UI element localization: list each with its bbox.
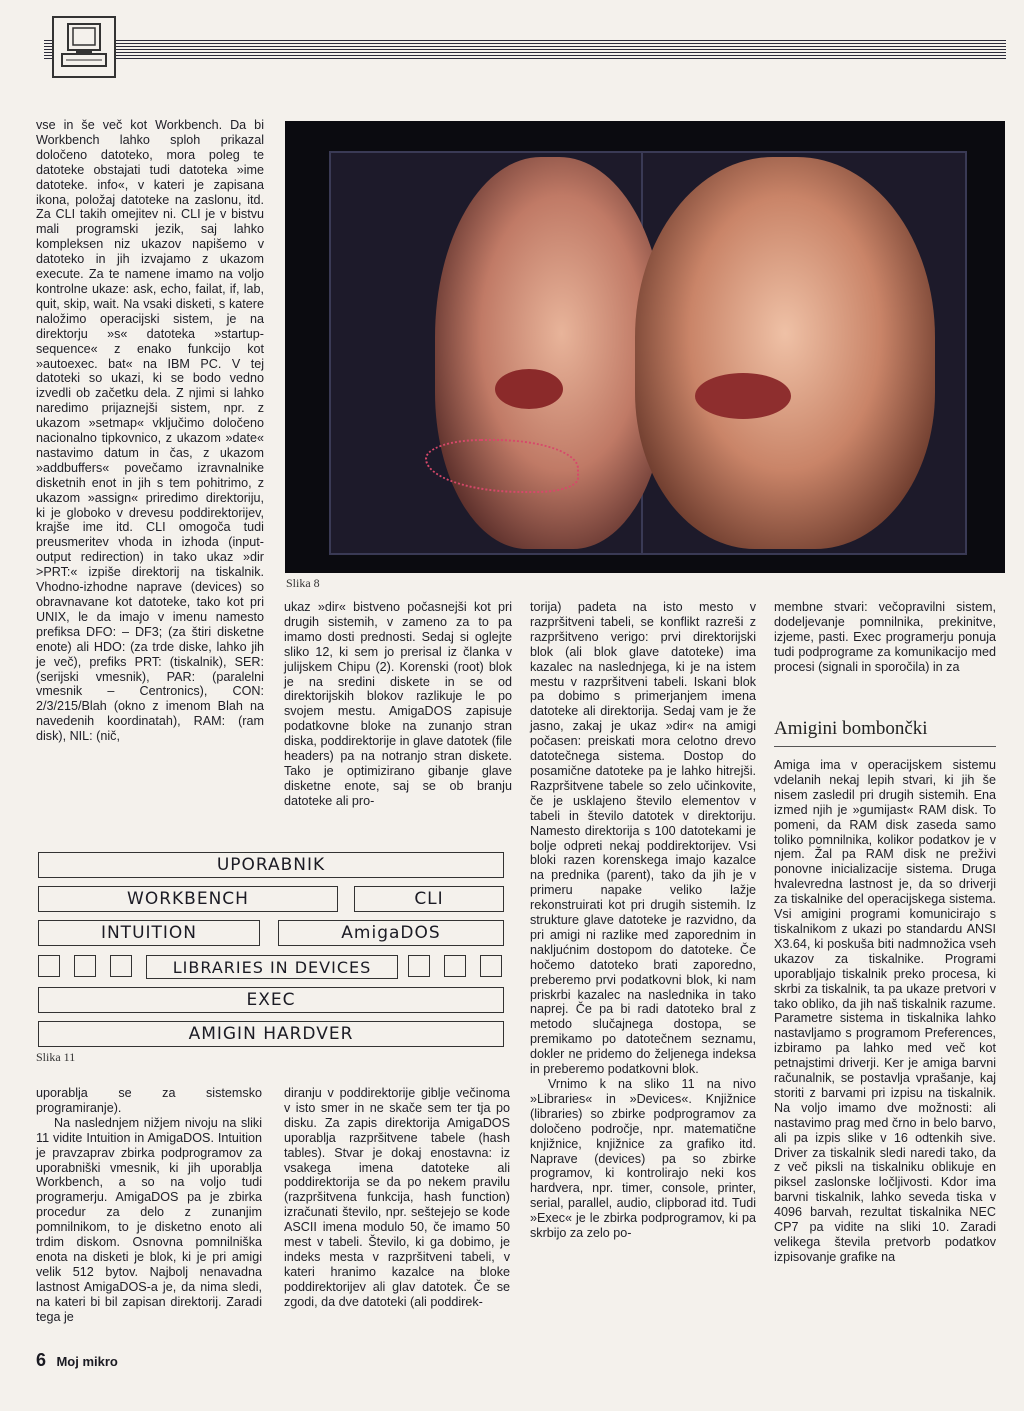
diagram-module-square — [444, 955, 466, 977]
diagram-box-amigados: AmigaDOS — [278, 920, 504, 946]
paragraph: membne stvari: večopravilni sistem, dodeljevanje pomnilnika, prekinitve, izjeme, pasti. Exec programerju ponuja tudi podprograme za komunikacijo med procesi (signali in sporočila) in za — [774, 600, 996, 674]
article-column-2-top — [284, 600, 512, 809]
page-footer — [36, 1350, 118, 1371]
diagram-module-square — [38, 955, 60, 977]
article-column-4-top — [774, 600, 996, 675]
section-heading: Amigini bombončki — [774, 718, 996, 747]
diagram-box-cli: CLI — [354, 886, 504, 912]
diagram-box-intuition: INTUITION — [38, 920, 260, 946]
diagram-module-square — [74, 955, 96, 977]
article-column-2-bottom — [284, 1086, 510, 1310]
paragraph: Amiga ima v operacijskem sistemu vdelanih nekaj lepih stvari, ki jih še nisem zasledil pri drugih sistemih. Ena izmed njih je »gumijast« RAM disk. To pomeni, da RAM disk zaseda samo toliko pomnilnika, kolikor podatkov je v njem. Žal pa RAM disk ne preživi ponovne inicializacije sistema. Druga hvalevredna lastnost je, da so driverji za tiskalnike del operacijskega sistema. Vsi amigini programi komunicirajo s tiskalnikom z ukazi po standardu ANSI X3.64, ki poskuša biti nadmnožica vseh ukazov za tiskalnike. Programi uporabljajo tiskalnik preko procesa, ki skrbi za tiskalnik, ta pa ukaze pretvori v tako obliko, da jih naš tiskalnik razume. Parametre sistema in tiskalnika lahko nastavljamo s programom Preferences, izbiramo pa lahko med več kot petnajstimi driverji. Ker je amiga barvni računalnik, se postavlja vprašanje, kaj storiti z barvami pri izpisu na tiskalnik. Na voljo imamo dve možnosti: ali nastavimo prag med črno in belo barvo, ali pa izpis slike v 16 odtenkih sive. Driver za tiskalnik sledi naredi tako, da z več piksli na tiskalniku oblikuje en piksel zaslonske ločljivosti. Kdor ima barvni tiskalnik, lahko seveda tiska v 4096 barvah, rezultat tiskalnika NEC CP7 pa vidite na sliki 10. Zaradi velikega števila pretvorb podatkov izpisovanje grafike na — [774, 758, 996, 1264]
caption-slika-8: Slika 8 — [286, 576, 320, 590]
article-column-4-bottom — [774, 758, 996, 1265]
article-column-1-bottom — [36, 1086, 262, 1325]
paragraph: vse in še več kot Workbench. Da bi Workbench lahko sploh prikazal določeno datoteko, mora poleg te datoteke obstajati tudi datoteka »ime datoteke. info«, v kateri je zapisana ikona, položaj datoteke na zaslonu, itd. Za CLI takih omejitev ni. CLI je v bistvu mali programski jezik, saj lahko kompleksen niz ukazov napišemo v datoteko in jih izvajamo z ukazom execute. Za te namene imamo na voljo kontrolne ukaze: ask, echo, failat, if, lab, quit, skip, wait. Na vsaki disketi, s katere naložimo operacijski sistem, je na direktorju »s« datoteka »startup-sequence« z enako funkcijo kot »autoexec. bat« na IBM PC. V tej datoteki so ukazi, ki se bodo vedno izvedli ob začetku dela. Z njimi si lahko naredimo prijaznejši sistem, npr. z ukazom »setmap« vključimo določeno nacionalno tipkovnico, z ukazom »date« nastavimo datum in čas, z ukazom »addbuffers« povečamo izravnalnike disketnih enot in jih s tem pohitrimo, z ukazom »assign« priredimo direktoriju, ki je globoko v drevesu poddirektorijev, krajše ime itd. CLI omogoča tudi preusmeritev vhoda in izhoda (input-output redirection) in tako ukaz »dir >PRT:« izpiše direktorij na tiskalnik. Vhodno-izhodne naprave (devices) so obravnavane kot datoteke, tako kot pri UNIX, le da imajo v imenu namesto prefiksa DFO: – DF3; (za štiri disketne enote) ali HDO: (za trde diske, lahko jih je več), prefiks PRT: (tiskalnik), SER: (serijski vmesnik), PAR: (paralelni vmesnik – Centronics), CON: 2/3/215/Blah (okno z imenom Blah na navedenih koordinatah), RAM: (ram disk), NIL: (nič, — [36, 118, 264, 744]
diagram-box-exec: EXEC — [38, 987, 504, 1013]
diagram-module-square — [110, 955, 132, 977]
diagram-module-square — [480, 955, 502, 977]
page-number: 6 — [36, 1350, 47, 1370]
paragraph: ukaz »dir« bistveno počasnejši kot pri drugih sistemih, v zameno za to pa imamo dosti prednosti. Sedaj si oglejte sliko 12, ki sem jo prerisal iz članka v julijskem Chipu (2). Korenski (root) blok je na sredini diskete in se od direktorijskih blokov razlikuje le po svojem mestu. AmigaDOS zapisuje podatkovne bloke na zunanjo stran diska, poddirektorije in glave datotek (file headers) pa na notranjo stran diskete. Tako je optimizirano gibanje glave disketne enote, saj se ob branju datoteke ali pro- — [284, 600, 512, 808]
magazine-name: Moj mikro — [56, 1354, 118, 1369]
diagram-box-uporabnik: UPORABNIK — [38, 852, 504, 878]
paragraph: Vrnimo k na sliko 11 na nivo »Libraries« in »Devices«. Knjižnice (libraries) so zbirke podprogramov za določeno področje, npr. matematične knjižnice, knjižnice za grafiko itd. Naprave (devices) pa so zbirke programov, ki kontrolirajo neki kos hardvera, npr. timer, console, printer, serial, parallel, audio, clipborad itd. Tudi »Exec« je le zbirka podprogramov, ki pa skrbijo za zelo po- — [530, 1077, 756, 1241]
diagram-box-workbench: WORKBENCH — [38, 886, 338, 912]
paragraph: Na naslednjem nižjem nivoju na sliki 11 vidite Intuition in AmigaDOS. Intuition je pravzaprav zbirka podprogramov za uporabniški vmesnik, ki jih uporablja Workbench, a so na voljo tudi programerju. AmigaDOS pa je zbirka procedur za delo z zunanjim pomnilnikom, to je disketno enoto ali trdim diskom. Osnovna pomnilniška enota na disketi je blok, ki je pri amigi velik 512 bytov. Najbolj nenavadna lastnost AmigaDOS-a je, da nima sledi, na kateri bi bil zapisan direktorij. Zaradi tega je — [36, 1115, 262, 1324]
paragraph: uporablja se za sistemsko programiranje). — [36, 1086, 262, 1115]
diagram-box-libraries: LIBRARIES IN DEVICES — [146, 955, 398, 979]
paragraph: torija) padeta na isto mesto v razpršitveni tabeli, se konflikt razreši z razpršitveno verigo: prvi direktorijski blok (ali blok glave datoteke) ima kazalec na naslednjega, ki je na istem mestu v razpršitveni tabeli. Iskani blok pa dobimo s primerjanjem imena datoteke ali direktorija. Sedaj vam je že jasno, zakaj je ukaz »dir« na amigi počasen: preiskati mora celotno drevo datotečnega sistema. Dostop do posamične datoteke pa je lahko hitrejši. Razpršitvene tabele so zelo učinkovite, če je usklajeno število elementov v tabeli in število datotek v direktoriju. Namesto direktorija s 100 datotekami je bolje odpreti nekaj poddirektorijev. Vsi bloki razen korenskega imajo kazalce na prednika (parent), tako da jih je v primeru napake veliko lažje rekonstruirati kot pri drugih sistemih. Iz strukture glave datoteke je razvidno, da pri amigi ni razlike med zaporednim in nakljućnim dostopom do datoteke. Če hočemo datoteko brati zaporedno, preberemo prvi podatkovni blok, ki nam priskrbi kazalec na naslednika in tako naprej. Če pa bi radi datoteko bral z metodo slučajnega dostopa, se premikamo po datotečnem seznamu, dokler ne pridemo do željenega indeksa in preberemo podatkovni blok. — [530, 600, 756, 1077]
photo-slika-8 — [285, 121, 1005, 573]
diagram-module-square — [408, 955, 430, 977]
paragraph: diranju v poddirektorije giblje večinoma v isto smer in ne skače sem ter tja po disku. Za zapis direktorija AmigaDOS uporablja razpršitvene tabele (hash tables). Stvar je dokaj enostavna: iz vsakega imena datoteke ali poddirektorija se da po nekem pravilu (razpršitvena funkcija, hash function) izračunati število, npr. seštejejo se kode ASCII imena modulo 50, če imamo 50 mest v tabeli. Število, ki ga dobimo, je indeks mesta v razpršitveni tabeli, v kateri hranimo kazalce na bloke poddirektorijev ali glav datotek. Če se zgodi, da dve datoteki (ali poddirek- — [284, 1086, 510, 1309]
diagram-box-hardver: AMIGIN HARDVER — [38, 1021, 504, 1047]
article-column-1-top — [36, 118, 264, 744]
header-rule — [44, 40, 1006, 60]
computer-logo-icon — [52, 16, 116, 78]
article-column-3 — [530, 600, 756, 1241]
caption-slika-11: Slika 11 — [36, 1050, 76, 1064]
